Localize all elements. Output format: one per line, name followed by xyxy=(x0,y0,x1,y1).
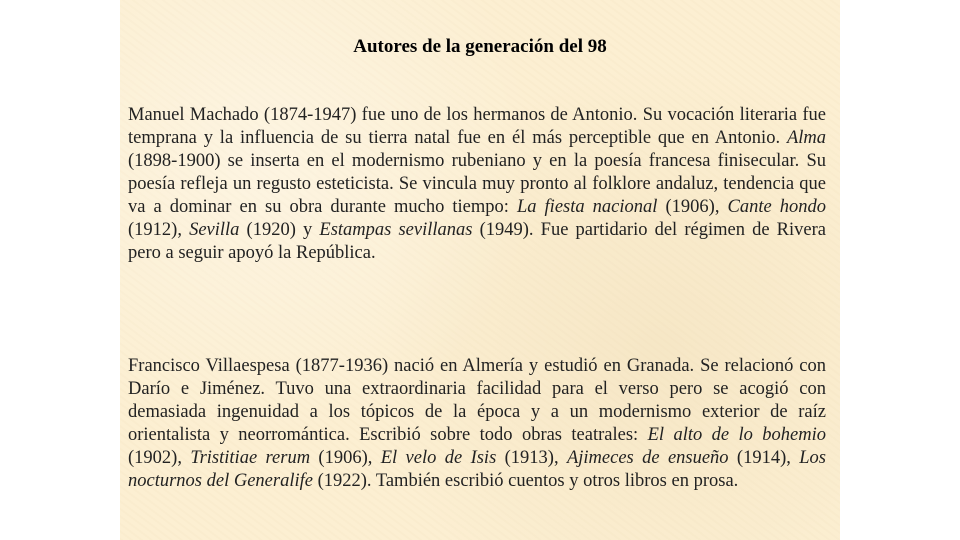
paragraph-francisco-villaespesa xyxy=(128,355,826,493)
author-name: Manuel Machado xyxy=(128,105,259,125)
work-title: La fiesta nacional xyxy=(516,197,658,217)
body-text: (1898-1900) se inserta en el modernismo rubeniano y en la poesía francesa finisecular. Su poesía refleja un regusto esteticista. Se vincula muy pronto al folklore andaluz, tendencia que va a dominar en su obra durante mucho tiempo: xyxy=(128,151,826,217)
body-text: (1922). También escribió cuentos y otros libros en prosa. xyxy=(312,471,739,491)
body-text: (1920) y xyxy=(239,220,320,240)
work-title: El alto de lo bohemio xyxy=(647,425,826,445)
work-title: Los nocturnos del Generalife xyxy=(128,448,826,491)
body-text: (1914), xyxy=(728,448,800,468)
work-title: Ajimeces de ensueño xyxy=(566,448,729,468)
slide xyxy=(120,0,840,540)
body-text: (1912), xyxy=(128,220,190,240)
work-title: Estampas sevillanas xyxy=(319,220,473,240)
body-text: (1906), xyxy=(657,197,728,217)
body-text: (1902), xyxy=(128,448,191,468)
body-text: (1906), xyxy=(310,448,381,468)
work-title: El velo de Isis xyxy=(380,448,497,468)
work-title: Cante hondo xyxy=(727,197,826,217)
paragraph-manuel-machado xyxy=(128,104,826,265)
page-title: Autores de la generación del 98 xyxy=(353,36,607,57)
body-text: (1913), xyxy=(496,448,567,468)
body-text: (1949). Fue partidario del régimen de Rivera pero a seguir apoyó la República. xyxy=(128,220,826,263)
author-name: Francisco Villaespesa xyxy=(128,356,290,376)
work-title: Sevilla xyxy=(189,220,240,240)
body-text: (1874-1947) fue uno de los hermanos de Antonio. Su vocación literaria fue temprana y la influencia de su tierra natal fue en él más perceptible que en Antonio. xyxy=(128,105,826,148)
work-title: Alma xyxy=(786,128,826,148)
work-title: Tristitiae rerum xyxy=(190,448,311,468)
body-text: (1877-1936) nació en Almería y estudió en Granada. Se relacionó con Darío e Jiménez. Tuvo una extraordinaria facilidad para el verso pero se acogió con demasiada ingenuidad a los tópicos de la época y a un modernismo exterior de raíz orientalista y neorromántica. Escribió sobre todo obras teatrales: xyxy=(128,356,826,445)
